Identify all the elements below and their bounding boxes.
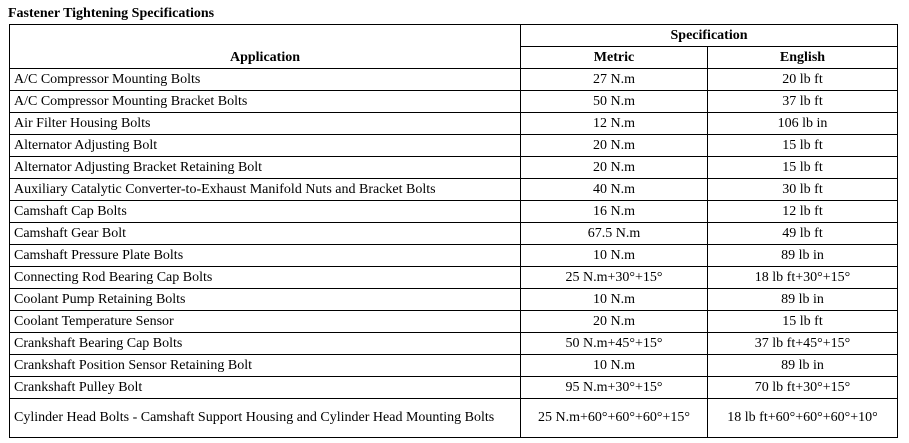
table-row — [10, 311, 898, 333]
cell-english: 37 lb ft — [708, 91, 898, 113]
cell-application: Camshaft Pressure Plate Bolts — [10, 245, 521, 267]
cell-application: Coolant Temperature Sensor — [10, 311, 521, 333]
table-row — [10, 69, 898, 91]
cell-application: Alternator Adjusting Bolt — [10, 135, 521, 157]
table-row — [10, 289, 898, 311]
cell-metric: 67.5 N.m — [521, 223, 708, 245]
table-row — [10, 135, 898, 157]
cell-english: 20 lb ft — [708, 69, 898, 91]
column-header-application: Application — [10, 25, 521, 69]
cell-english: 49 lb ft — [708, 223, 898, 245]
cell-english: 18 lb ft+30°+15° — [708, 267, 898, 289]
header-row-1 — [10, 25, 898, 47]
cell-metric: 10 N.m — [521, 289, 708, 311]
cell-metric: 10 N.m — [521, 245, 708, 267]
cell-application: Crankshaft Position Sensor Retaining Bolt — [10, 355, 521, 377]
column-header-specification: Specification — [521, 25, 898, 47]
cell-metric: 95 N.m+30°+15° — [521, 377, 708, 399]
cell-application: Coolant Pump Retaining Bolts — [10, 289, 521, 311]
cell-english: 15 lb ft — [708, 311, 898, 333]
cell-english: 106 lb in — [708, 113, 898, 135]
cell-application: Cylinder Head Bolts - Camshaft Support Housing and Cylinder Head Mounting Bolts — [10, 399, 521, 438]
table-row — [10, 355, 898, 377]
table-row — [10, 179, 898, 201]
cell-metric: 50 N.m — [521, 91, 708, 113]
column-header-metric: Metric — [521, 47, 708, 69]
column-header-english: English — [708, 47, 898, 69]
cell-metric: 40 N.m — [521, 179, 708, 201]
cell-application: Crankshaft Pulley Bolt — [10, 377, 521, 399]
table-body — [10, 69, 898, 438]
cell-english: 70 lb ft+30°+15° — [708, 377, 898, 399]
cell-english: 89 lb in — [708, 355, 898, 377]
cell-application: A/C Compressor Mounting Bolts — [10, 69, 521, 91]
cell-metric: 25 N.m+30°+15° — [521, 267, 708, 289]
cell-metric: 27 N.m — [521, 69, 708, 91]
page-title: Fastener Tightening Specifications — [8, 6, 215, 21]
cell-metric: 20 N.m — [521, 157, 708, 179]
table-row — [10, 91, 898, 113]
cell-application: Crankshaft Bearing Cap Bolts — [10, 333, 521, 355]
cell-application: Alternator Adjusting Bracket Retaining Bolt — [10, 157, 521, 179]
table-row — [10, 157, 898, 179]
fastener-spec-table — [9, 24, 898, 438]
cell-metric: 16 N.m — [521, 201, 708, 223]
cell-application: Connecting Rod Bearing Cap Bolts — [10, 267, 521, 289]
cell-application: A/C Compressor Mounting Bracket Bolts — [10, 91, 521, 113]
cell-metric: 25 N.m+60°+60°+60°+15° — [521, 399, 708, 438]
cell-application: Camshaft Gear Bolt — [10, 223, 521, 245]
cell-metric: 20 N.m — [521, 311, 708, 333]
cell-metric: 10 N.m — [521, 355, 708, 377]
cell-english: 12 lb ft — [708, 201, 898, 223]
cell-english: 37 lb ft+45°+15° — [708, 333, 898, 355]
table-row — [10, 113, 898, 135]
cell-metric: 12 N.m — [521, 113, 708, 135]
table-row — [10, 223, 898, 245]
cell-metric: 20 N.m — [521, 135, 708, 157]
cell-english: 30 lb ft — [708, 179, 898, 201]
cell-english: 89 lb in — [708, 289, 898, 311]
cell-application: Camshaft Cap Bolts — [10, 201, 521, 223]
cell-english: 18 lb ft+60°+60°+60°+10° — [708, 399, 898, 438]
cell-metric: 50 N.m+45°+15° — [521, 333, 708, 355]
table-row — [10, 333, 898, 355]
table-row — [10, 399, 898, 438]
cell-application: Air Filter Housing Bolts — [10, 113, 521, 135]
cell-english: 15 lb ft — [708, 135, 898, 157]
table-row — [10, 201, 898, 223]
cell-application: Auxiliary Catalytic Converter-to-Exhaust Manifold Nuts and Bracket Bolts — [10, 179, 521, 201]
table-row — [10, 377, 898, 399]
cell-english: 15 lb ft — [708, 157, 898, 179]
table-row — [10, 245, 898, 267]
cell-english: 89 lb in — [708, 245, 898, 267]
table-row — [10, 267, 898, 289]
